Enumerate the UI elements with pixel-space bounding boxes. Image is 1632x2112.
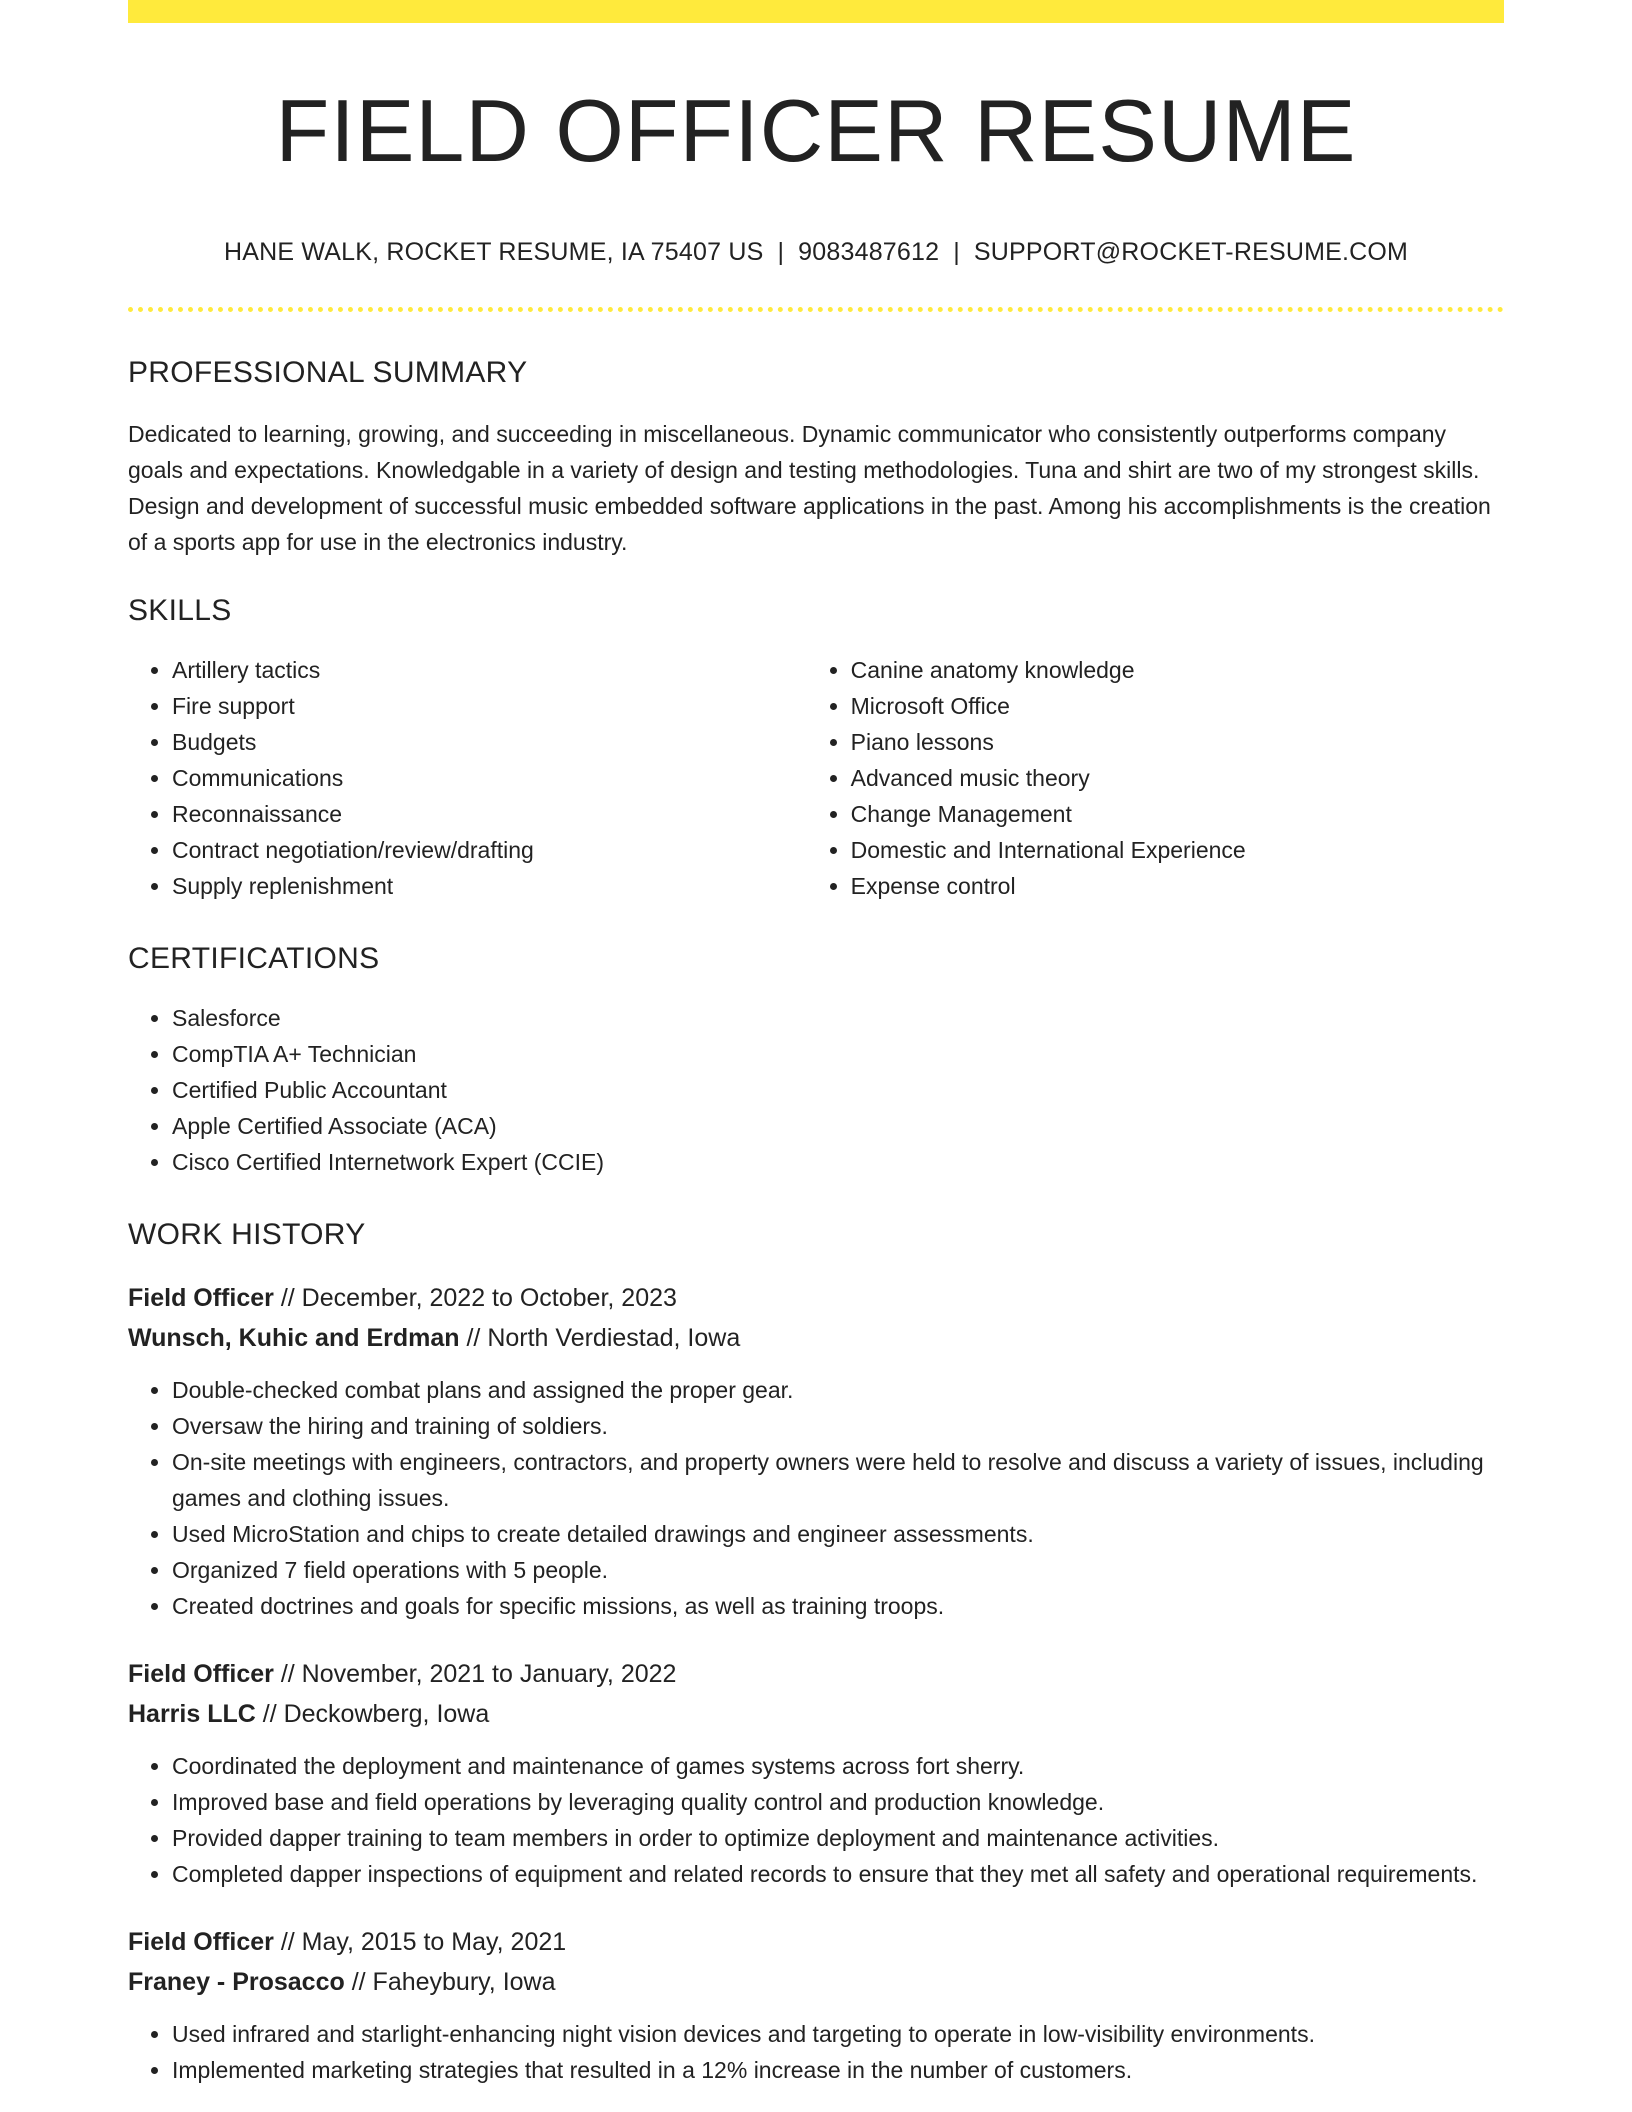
job-entry — [128, 1922, 1504, 2088]
skill-item: • Expense control — [851, 868, 1504, 904]
dotted-divider — [128, 307, 1504, 312]
skills-right-list — [807, 652, 1504, 904]
resume-title: FIELD OFFICER RESUME — [275, 81, 1357, 180]
job-bullet: • Used MicroStation and chips to create detailed drawings and engineer assessments. — [172, 1516, 1504, 1552]
resume-page — [128, 0, 1504, 2088]
job-bullet: • Provided dapper training to team members in order to optimize deployment and maintenance activities. — [172, 1820, 1504, 1856]
skill-item: • Budgets — [172, 724, 807, 760]
certification-item: • CompTIA A+ Technician — [172, 1036, 1504, 1072]
skill-item: • Fire support — [172, 688, 807, 724]
job-bullets — [128, 2016, 1504, 2088]
certification-item: • Salesforce — [172, 1000, 1504, 1036]
job-bullets — [128, 1372, 1504, 1624]
skill-item: • Artillery tactics — [172, 652, 807, 688]
contact-separator: | — [777, 237, 785, 266]
summary-heading: PROFESSIONAL SUMMARY — [128, 355, 528, 389]
job-location: // Deckowberg, Iowa — [255, 1699, 490, 1728]
contact-email: SUPPORT@ROCKET-RESUME.COM — [973, 237, 1409, 266]
skill-item: • Domestic and International Experience — [851, 832, 1504, 868]
job-location: // North Verdiestad, Iowa — [459, 1323, 741, 1352]
job-role: Field Officer — [128, 1927, 274, 1956]
job-company: Franey - Prosacco — [128, 1967, 345, 1996]
certifications-heading: CERTIFICATIONS — [128, 941, 380, 975]
job-bullet: • Improved base and field operations by leveraging quality control and production knowledge. — [172, 1784, 1504, 1820]
certification-item: • Apple Certified Associate (ACA) — [172, 1108, 1504, 1144]
job-company: Wunsch, Kuhic and Erdman — [128, 1323, 460, 1352]
job-role: Field Officer — [128, 1659, 274, 1688]
skill-item: • Canine anatomy knowledge — [851, 652, 1504, 688]
job-dates: // December, 2022 to October, 2023 — [273, 1283, 677, 1312]
contact-separator: | — [953, 237, 960, 266]
job-bullet: • Organized 7 field operations with 5 people. — [172, 1552, 1504, 1588]
certification-item: • Certified Public Accountant — [172, 1072, 1504, 1108]
skill-item: • Supply replenishment — [172, 868, 807, 904]
job-dates: // November, 2021 to January, 2022 — [273, 1659, 677, 1688]
accent-top-bar — [128, 0, 1504, 23]
job-bullet: • Implemented marketing strategies that resulted in a 12% increase in the number of customers. — [172, 2052, 1504, 2088]
job-bullet: • Created doctrines and goals for specific missions, as well as training troops. — [172, 1588, 1504, 1624]
job-bullets — [128, 1748, 1504, 1892]
skill-item: • Reconnaissance — [172, 796, 807, 832]
job-entry — [128, 1654, 1504, 1892]
job-bullet: • Oversaw the hiring and training of soldiers. — [172, 1408, 1504, 1444]
job-company-line — [128, 1694, 1504, 1734]
job-dates: // May, 2015 to May, 2021 — [273, 1927, 567, 1956]
contact-line — [128, 238, 1504, 267]
skills-heading: SKILLS — [128, 593, 232, 627]
job-bullet: • On-site meetings with engineers, contractors, and property owners were held to resolve and discuss a variety of issues, including games and clothing issues. — [172, 1444, 1504, 1516]
job-bullet: • Completed dapper inspections of equipment and related records to ensure that they met all safety and operational requirements. — [172, 1856, 1504, 1892]
contact-phone: 9083487612 — [798, 237, 940, 266]
job-company-line — [128, 1318, 1504, 1358]
job-company-line — [128, 1962, 1504, 2002]
job-company: Harris LLC — [128, 1699, 256, 1728]
skill-item: • Piano lessons — [851, 724, 1504, 760]
job-entry — [128, 1278, 1504, 1624]
skill-item: • Change Management — [851, 796, 1504, 832]
job-location: // Faheybury, Iowa — [344, 1967, 556, 1996]
job-role-line — [128, 1922, 1504, 1962]
job-bullet: • Used infrared and starlight-enhancing night vision devices and targeting to operate in low-visibility environments. — [172, 2016, 1504, 2052]
job-bullet: • Double-checked combat plans and assigned the proper gear. — [172, 1372, 1504, 1408]
job-role-line — [128, 1654, 1504, 1694]
skills-left-list — [128, 652, 807, 904]
certification-item: • Cisco Certified Internetwork Expert (CCIE) — [172, 1144, 1504, 1180]
work-history-heading: WORK HISTORY — [128, 1217, 366, 1251]
certifications-list — [128, 1000, 1504, 1180]
summary-text: Dedicated to learning, growing, and succeeding in miscellaneous. Dynamic communicator who consistently outperforms company goals and expectations. Knowledgable in a variety of design and testing methodologies. Tuna and shirt are two of my strongest skills. Design and development of successful music embedded software applications in the past. Among his accomplishments is the creation of a sports app for use in the electronics industry. — [128, 420, 1491, 555]
skill-item: • Advanced music theory — [851, 760, 1504, 796]
skills-grid — [128, 628, 1504, 904]
skill-item: • Contract negotiation/review/drafting — [172, 832, 807, 868]
job-role-line — [128, 1278, 1504, 1318]
job-bullet: • Coordinated the deployment and maintenance of games systems across fort sherry. — [172, 1748, 1504, 1784]
job-role: Field Officer — [128, 1283, 274, 1312]
contact-address: HANE WALK, ROCKET RESUME, IA 75407 US — [223, 237, 764, 266]
skill-item: • Microsoft Office — [851, 688, 1504, 724]
skill-item: • Communications — [172, 760, 807, 796]
